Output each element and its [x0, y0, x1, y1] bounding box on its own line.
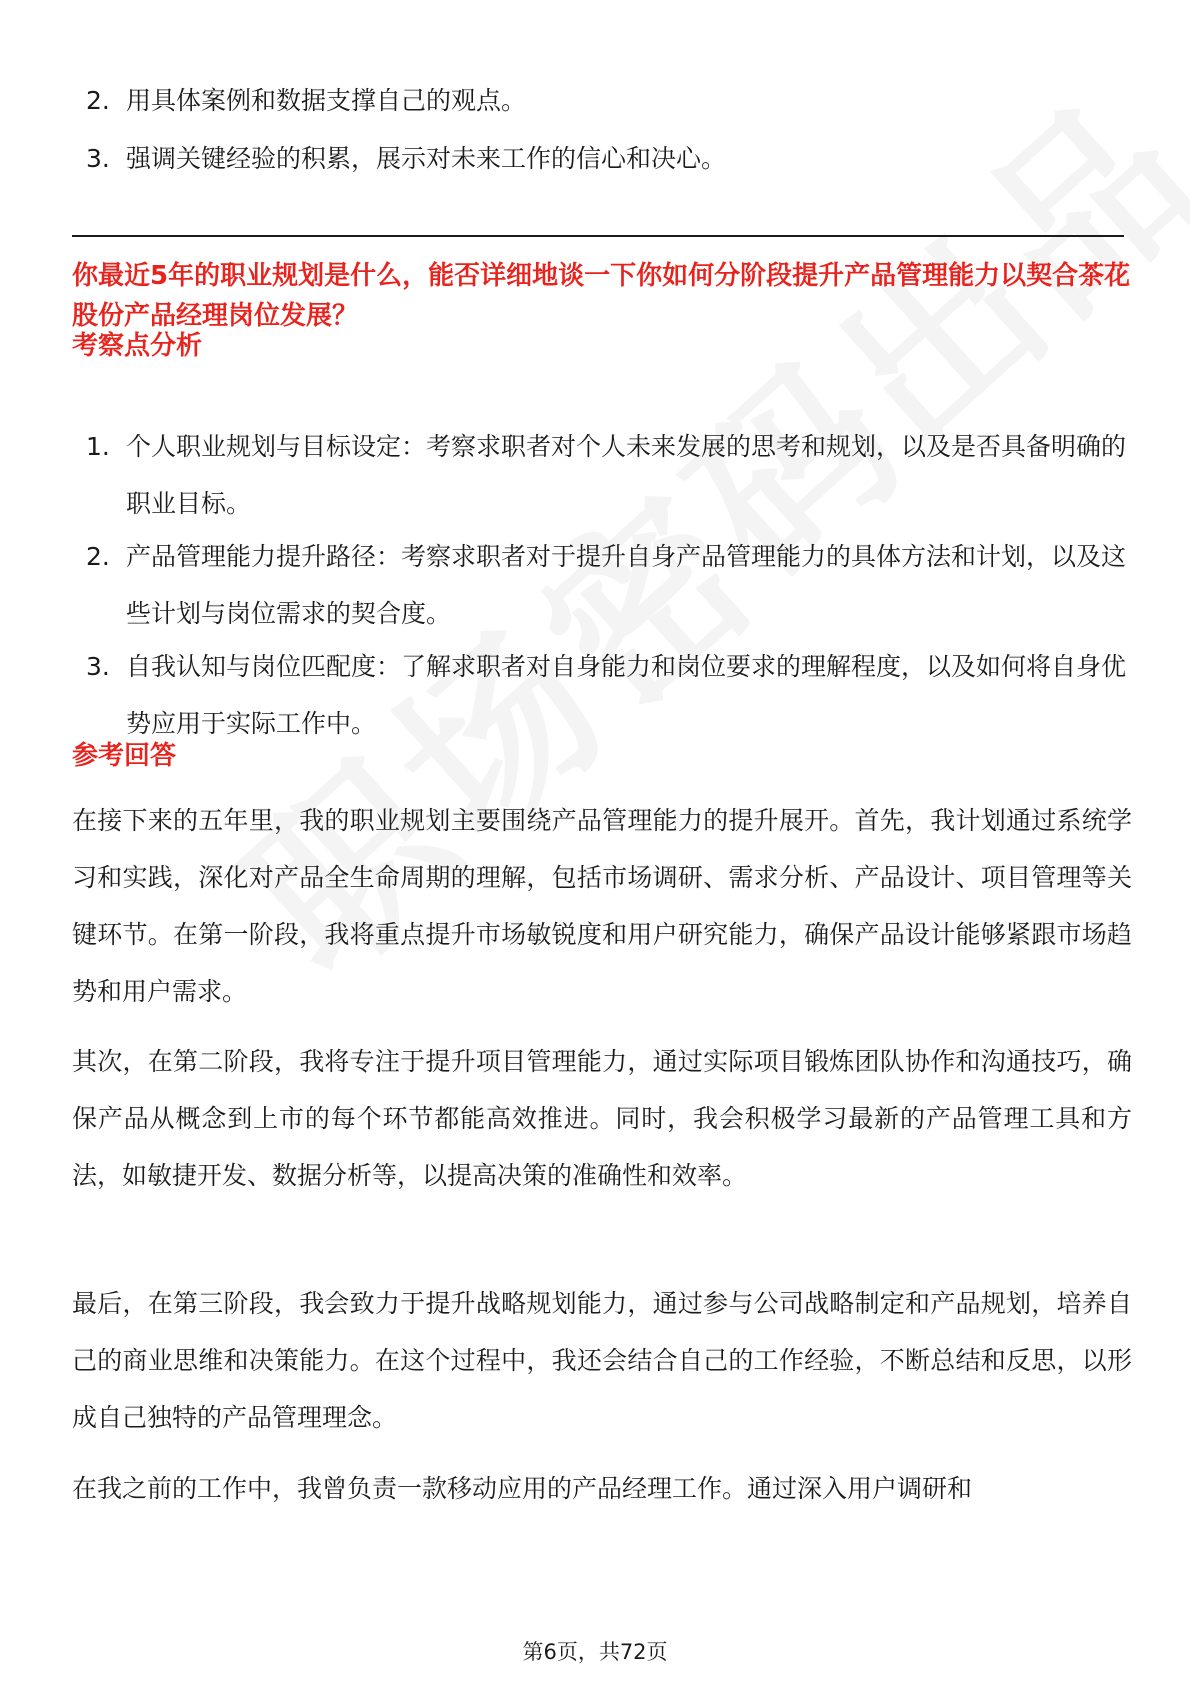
divider [72, 235, 1124, 237]
list-text: 用具体案例和数据支撑自己的观点。 [126, 86, 527, 115]
analysis-list [72, 418, 1132, 752]
analysis-heading: 考察点分析 [72, 331, 203, 361]
list-item [72, 528, 1132, 642]
answer-heading: 参考回答 [72, 741, 177, 771]
list-number: 3. [86, 144, 110, 173]
list-number: 2. [86, 86, 110, 115]
list-item [72, 418, 1132, 532]
list-item [72, 130, 1132, 188]
list-text: 强调关键经验的积累，展示对未来工作的信心和决心。 [126, 144, 727, 173]
list-number: 1. [86, 432, 110, 461]
previous-list [72, 72, 1132, 188]
list-text: 产品管理能力提升路径：考察求职者对于提升自身产品管理能力的具体方法和计划，以及这些计划与岗位需求的契合度。 [126, 542, 1127, 628]
answer-paragraph: 其次，在第二阶段，我将专注于提升项目管理能力，通过实际项目锻炼团队协作和沟通技巧，确保产品从概念到上市的每个环节都能高效推进。同时，我会积极学习最新的产品管理工具和方法，如敏捷开发、数据分析等，以提高决策的准确性和效率。 [72, 1047, 1132, 1190]
answer-paragraph: 在我之前的工作中，我曾负责一款移动应用的产品经理工作。通过深入用户调研和 [72, 1474, 973, 1503]
list-number: 2. [86, 542, 110, 571]
page-footer: 第6页，共72页 [522, 1640, 668, 1664]
list-item [72, 638, 1132, 752]
answer-paragraph: 最后，在第三阶段，我会致力于提升战略规划能力，通过参与公司战略制定和产品规划，培养自己的商业思维和决策能力。在这个过程中，我还会结合自己的工作经验，不断总结和反思，以形成自己独特的产品管理理念。 [72, 1289, 1132, 1432]
answer-paragraph: 在接下来的五年里，我的职业规划主要围绕产品管理能力的提升展开。首先，我计划通过系统学习和实践，深化对产品全生命周期的理解，包括市场调研、需求分析、产品设计、项目管理等关键环节。在第一阶段，我将重点提升市场敏锐度和用户研究能力，确保产品设计能够紧跟市场趋势和用户需求。 [72, 806, 1132, 1006]
list-number: 3. [86, 652, 110, 681]
list-text: 个人职业规划与目标设定：考察求职者对个人未来发展的思考和规划，以及是否具备明确的职业目标。 [126, 432, 1127, 518]
list-item [72, 72, 1132, 130]
list-text: 自我认知与岗位匹配度：了解求职者对自身能力和岗位要求的理解程度，以及如何将自身优势应用于实际工作中。 [126, 652, 1127, 738]
question-heading: 你最近5年的职业规划是什么，能否详细地谈一下你如何分阶段提升产品管理能力以契合茶花股份产品经理岗位发展？ [72, 261, 1131, 331]
